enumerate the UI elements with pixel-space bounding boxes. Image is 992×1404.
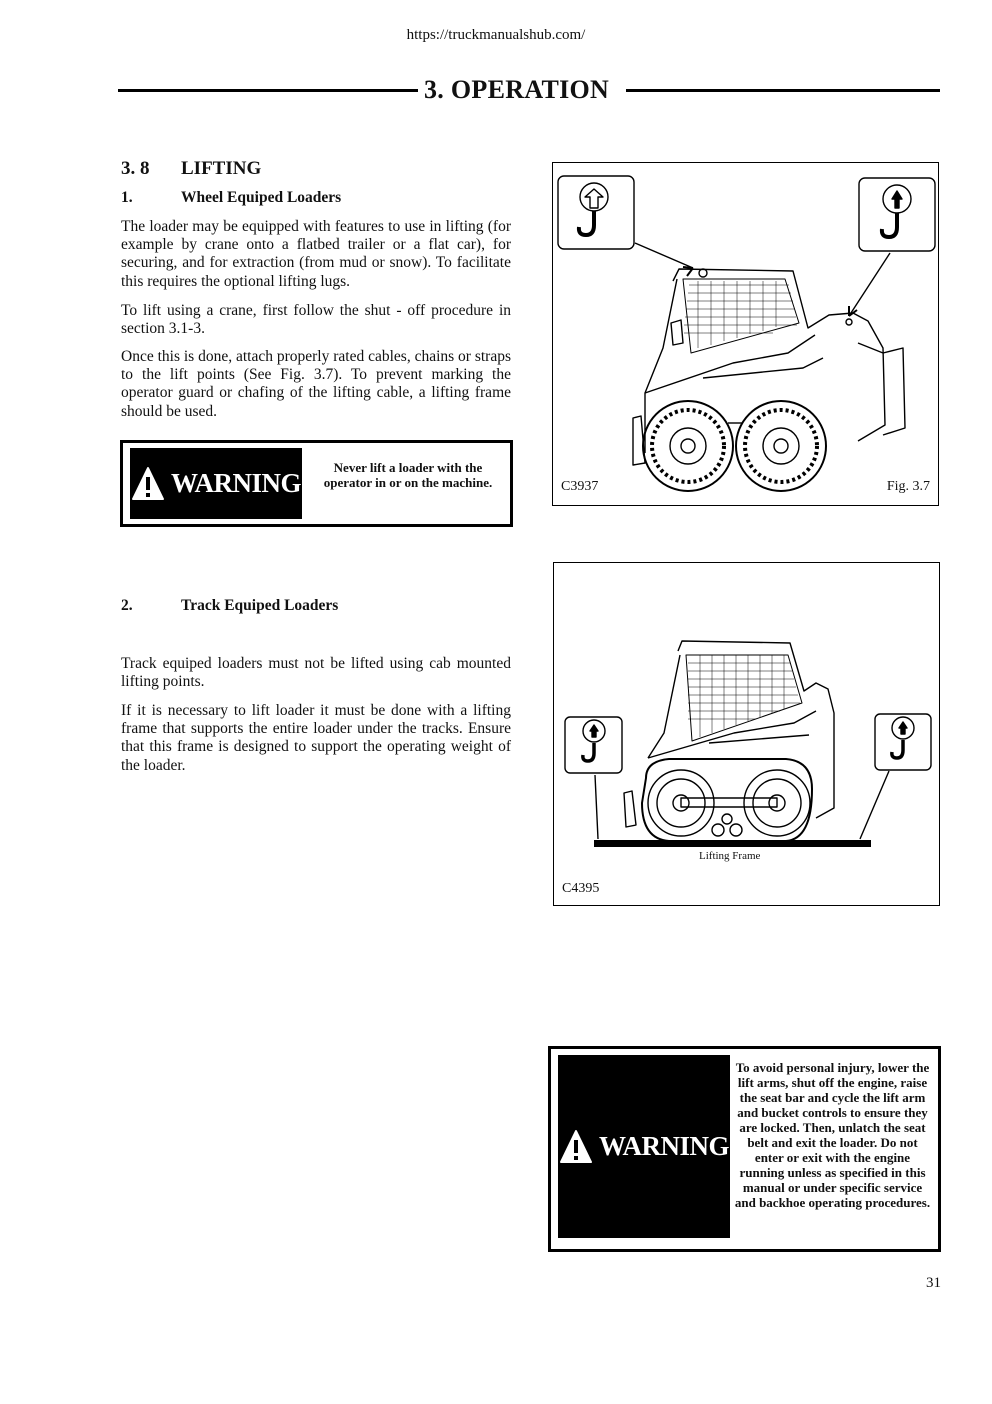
warning-text-2: To avoid personal injury, lower the lift arms, shut off the engine, raise the seat bar and cycle the lift arm and bucket controls to ensure they are locked. Then, unlatch the seat belt and exit the loader. Do not enter or exit with the engine running unless as specified in this manual or under specific service and backhoe operating procedures. xyxy=(734,1060,931,1210)
chapter-title: 3. OPERATION xyxy=(424,75,610,104)
warning-label-1 xyxy=(130,448,302,519)
subsection-2-paragraph: If it is necessary to lift loader it must be done with a lifting frame that supports the entire loader under the tracks. Ensure that this frame is designed to support the operating weight of the loader. xyxy=(121,702,511,774)
section-heading xyxy=(121,158,261,180)
lifting-frame-label: Lifting Frame xyxy=(699,850,761,862)
lifting-frame-bar xyxy=(594,840,871,847)
warning-box-1 xyxy=(120,440,513,527)
warning-triangle-icon xyxy=(559,1129,593,1165)
subsection-1-number: 1. xyxy=(121,189,133,206)
section-title: LIFTING xyxy=(181,158,262,179)
subsection-2-number: 2. xyxy=(121,597,133,614)
subsection-2-paragraph: Track equiped loaders must not be lifted using cab mounted lifting points. xyxy=(121,655,511,691)
wheel-loader-illustration xyxy=(553,163,938,505)
subsection-1-title: Wheel Equiped Loaders xyxy=(181,189,342,206)
figure-track-loader xyxy=(553,562,940,906)
warning-word-2: WARNING xyxy=(598,1131,729,1161)
section-number: 3. 8 xyxy=(121,158,150,179)
warning-text-1: Never lift a loader with the operator in or on the machine. xyxy=(323,460,493,490)
figure-1-code: C3937 xyxy=(561,479,599,494)
chapter-rule-right xyxy=(626,89,940,92)
subsection-1-paragraph: The loader may be equipped with features to use in lifting (for example by crane onto a flatbed trailer or a flat car), for securing, and for extraction (from mud or snow). To facilitate this requires the optional lifting lugs. xyxy=(121,218,511,290)
warning-label-2 xyxy=(558,1055,730,1238)
subsection-2-heading xyxy=(121,597,338,615)
figure-2-code: C4395 xyxy=(562,881,600,896)
chapter-rule-left xyxy=(118,89,418,92)
warning-triangle-icon xyxy=(131,466,165,502)
warning-word-1: WARNING xyxy=(170,468,301,498)
subsection-1-heading xyxy=(121,189,341,207)
page-number: 31 xyxy=(926,1275,941,1291)
subsection-1-paragraph: To lift using a crane, first follow the shut - off procedure in section 3.1-3. xyxy=(121,302,511,338)
figure-1-label: Fig. 3.7 xyxy=(886,479,930,494)
subsection-1-paragraph: Once this is done, attach properly rated cables, chains or straps to the lift points (See Fig. 3.7). To prevent marking the operator guard or chafing of the lifting cable, a lifting frame should be used. xyxy=(121,348,511,420)
warning-box-2 xyxy=(548,1046,941,1252)
figure-3-7 xyxy=(552,162,939,506)
subsection-2-title: Track Equiped Loaders xyxy=(181,597,339,614)
source-url: https://truckmanualshub.com/ xyxy=(406,27,586,43)
